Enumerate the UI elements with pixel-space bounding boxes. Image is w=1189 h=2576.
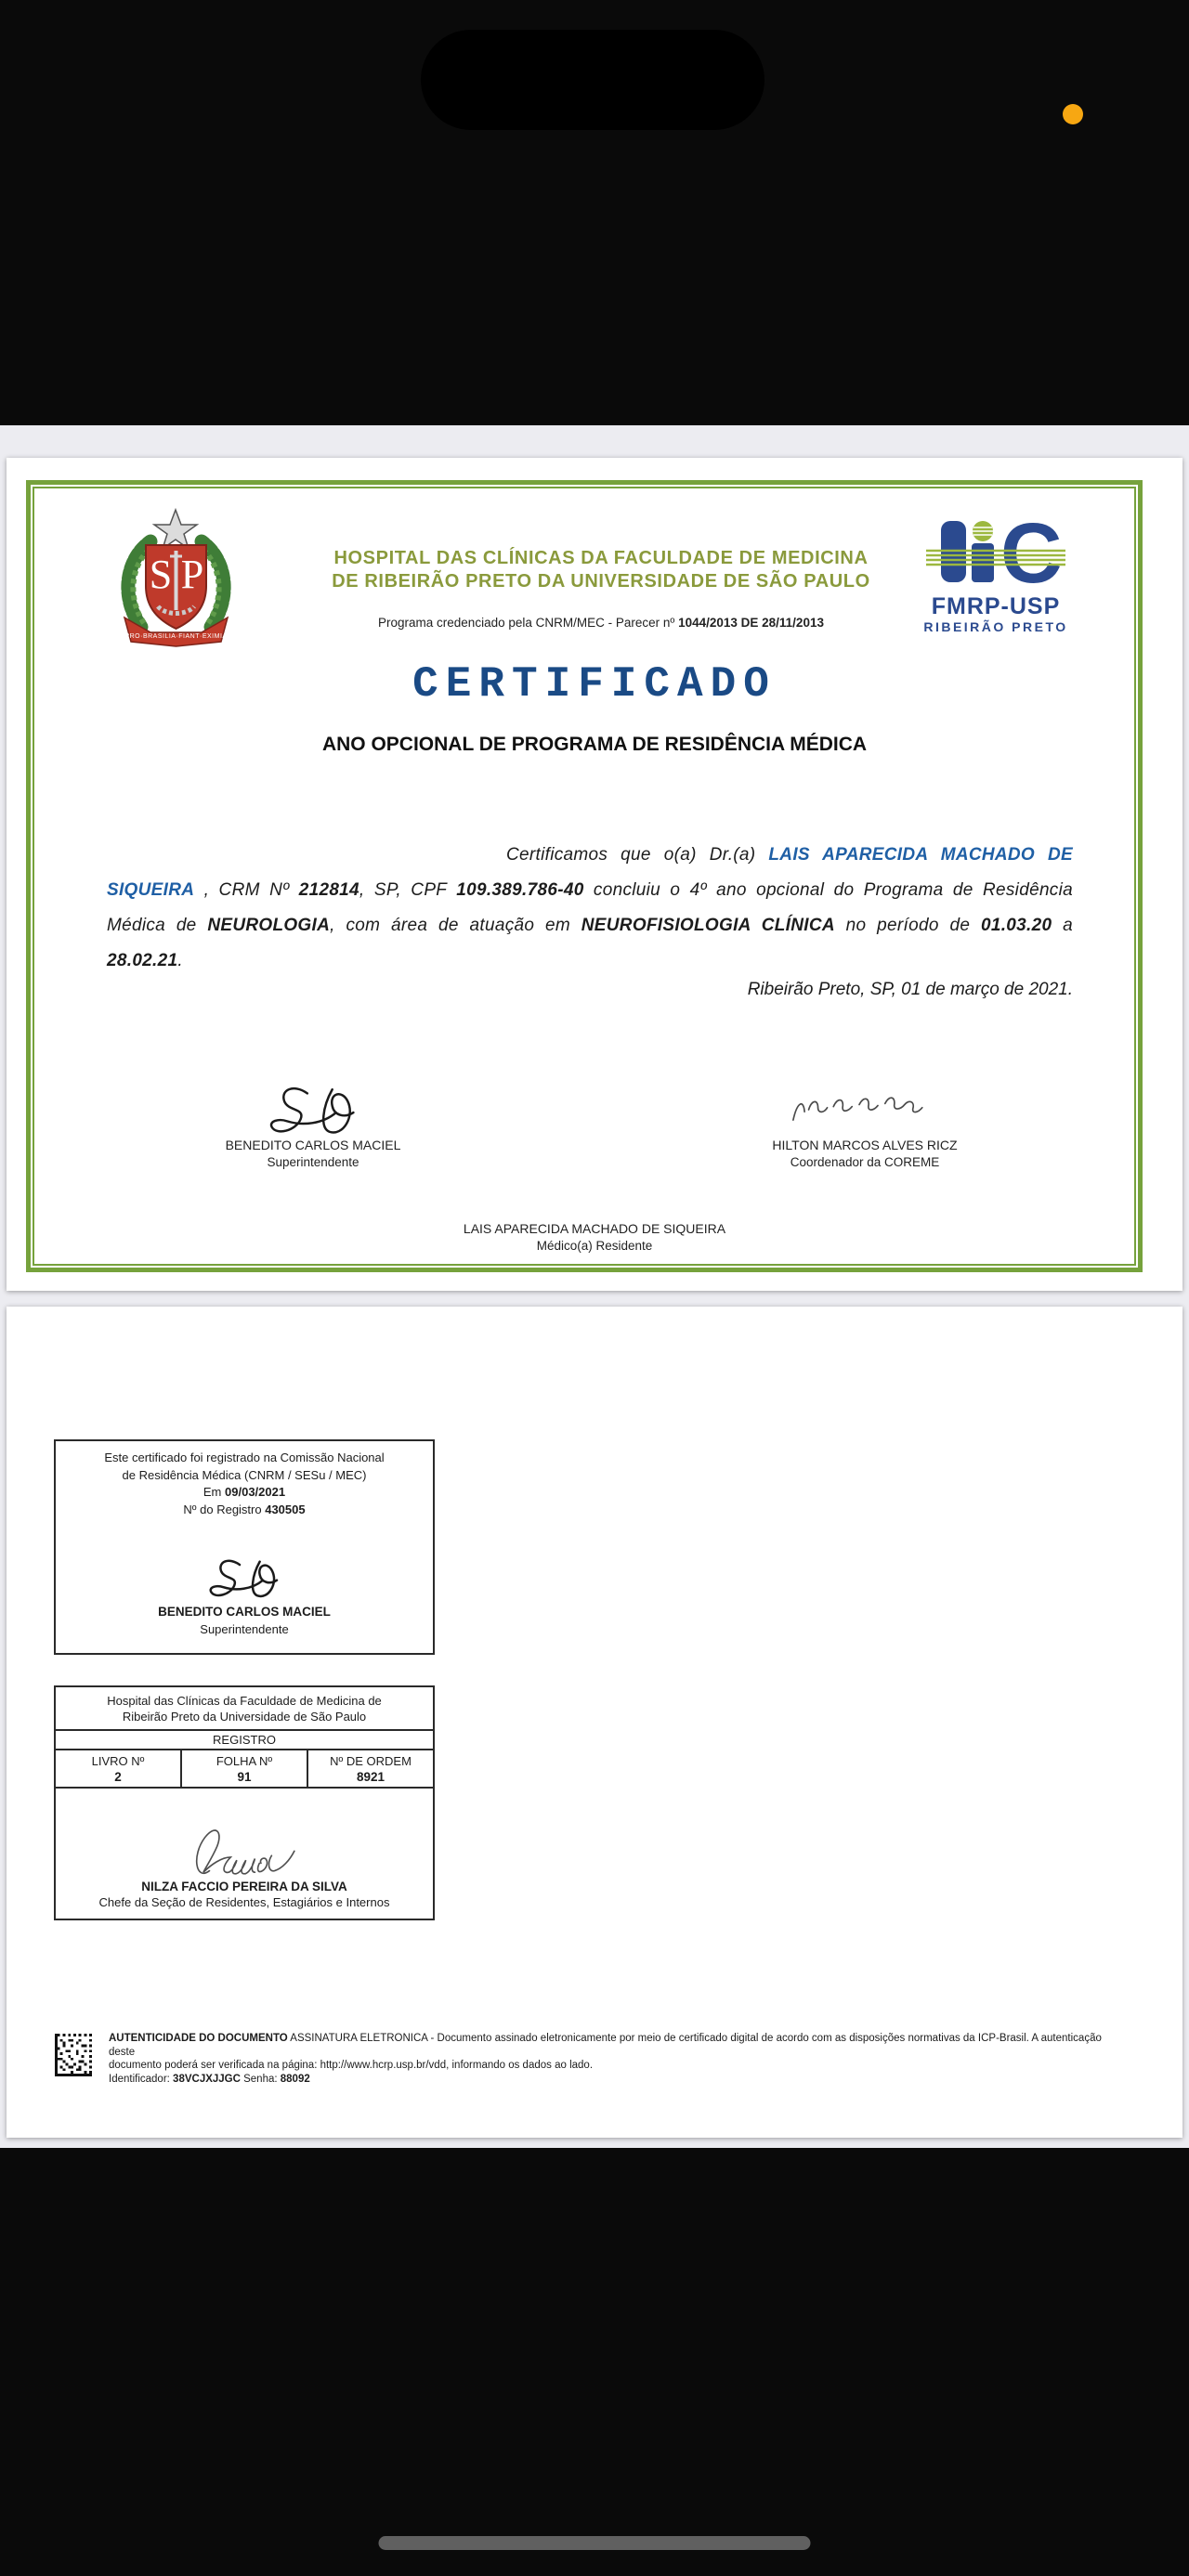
resident-name: LAIS APARECIDA MACHADO DE SIQUEIRA — [463, 1221, 726, 1236]
crm-number: 212814 — [298, 880, 359, 900]
document-identifier: 38VCJXJJGC — [173, 2073, 241, 2085]
period-start: 01.03.20 — [980, 916, 1052, 935]
signer-name: HILTON MARCOS ALVES RICZ — [772, 1138, 958, 1152]
cnrm-date-line: Em 09/03/2021 — [203, 1485, 286, 1499]
registry-table-title: Hospital das Clínicas da Faculdade de Medicina de Ribeirão Preto da Universidade de São Paulo — [56, 1687, 433, 1731]
specialty-name: NEUROFISIOLOGIA CLÍNICA — [581, 916, 835, 935]
registry-col-folha: FOLHA Nº 91 — [180, 1750, 307, 1787]
issue-date-line: Ribeirão Preto, SP, 01 de março de 2021. — [747, 980, 1073, 999]
period-connector: a — [1052, 916, 1073, 935]
authenticity-line1: AUTENTICIDADE DO DOCUMENTO ASSINATURA ELETRONICA - Documento assinado eletronicamente por meio de certificado digital de acordo com as disposições normativas da ICP-Brasil. A autenticação deste — [109, 2033, 1102, 2058]
hc-logo-icon — [926, 517, 1065, 588]
body-after-cpf: concluiu o 4º ano opcional do Programa de Residência Médica de — [107, 880, 1073, 935]
registry-signer-name: NILZA FACCIO PEREIRA DA SILVA — [141, 1880, 347, 1893]
coat-motto: PRO·BRASILIA·FIANT·EXIMIA — [124, 633, 228, 640]
ordem-value: 8921 — [356, 1770, 385, 1784]
hospital-header — [267, 547, 935, 593]
signature-superintendent — [243, 1082, 383, 1139]
cnrm-line1: Este certificado foi registrado na Comissão Nacional — [104, 1451, 385, 1464]
certificate-page — [7, 458, 1182, 1291]
folha-value: 91 — [237, 1770, 252, 1784]
cnrm-signer-name: BENEDITO CARLOS MACIEL — [158, 1605, 331, 1619]
svg-text:C: C — [1000, 517, 1063, 588]
accreditation-number: 1044/2013 DE 28/11/2013 — [678, 616, 824, 630]
logo-acronym: FMRP-USP — [931, 593, 1061, 619]
body-after-name: , CRM Nº — [194, 880, 299, 900]
signature-block-superintendent — [220, 1136, 406, 1171]
registration-page — [7, 1307, 1182, 2138]
registry-signature-area — [56, 1789, 433, 1919]
hospital-header-line2: DE RIBEIRÃO PRETO DA UNIVERSIDADE DE SÃO PAULO — [332, 571, 870, 592]
signature-superintendent-2 — [193, 1555, 295, 1602]
home-indicator[interactable] — [379, 2536, 811, 2550]
signature-section-chief — [170, 1824, 319, 1881]
certificate-subtitle: ANO OPCIONAL DE PROGRAMA DE RESIDÊNCIA MÉDICA — [321, 734, 868, 755]
certificate-title: CERTIFICADO — [412, 660, 777, 709]
resident-role: Médico(a) Residente — [536, 1239, 653, 1253]
cpf-number: 109.389.786-40 — [456, 880, 584, 900]
period-suffix: . — [177, 951, 183, 970]
registry-label: REGISTRO — [56, 1731, 433, 1750]
cnrm-registration-box — [54, 1439, 435, 1655]
authenticity-line2: documento poderá ser verificada na página: http://www.hcrp.usp.br/vdd, informando os dados ao lado. — [109, 2060, 594, 2071]
document-password: 88092 — [280, 2073, 310, 2085]
sao-paulo-coat-of-arms-icon — [113, 506, 239, 657]
authenticity-line3: Identificador: 38VCJXJJGC Senha: 88092 — [109, 2073, 310, 2085]
authenticity-text — [109, 2032, 1126, 2086]
accreditation-prefix: Programa credenciado pela CNRM/MEC - Parecer nº — [378, 616, 679, 630]
cnrm-signer-role: Superintendente — [200, 1621, 289, 1636]
signer-role: Superintendente — [267, 1155, 359, 1169]
datamatrix-code-icon — [55, 2034, 92, 2076]
registry-columns — [56, 1750, 433, 1789]
logo-city: RIBEIRÃO PRETO — [923, 619, 1068, 634]
period-end: 28.02.21 — [107, 951, 178, 970]
signature-coreme-coordinator — [785, 1091, 934, 1128]
signer-name: BENEDITO CARLOS MACIEL — [225, 1138, 401, 1152]
registry-signer-role: Chefe da Seção de Residentes, Estagiários e Internos — [98, 1895, 390, 1909]
doctor-name: LAIS APARECIDA MACHADO DE SIQUEIRA — [107, 845, 1073, 900]
body-after-specialty: no período de — [834, 916, 981, 935]
program-name: NEUROLOGIA — [207, 916, 331, 935]
body-intro: Certificamos que o(a) Dr.(a) — [506, 845, 769, 865]
body-after-crm: , SP, CPF — [359, 880, 457, 900]
cnrm-registry-number: 430505 — [265, 1502, 306, 1516]
accreditation-line — [267, 616, 935, 630]
registry-col-livro: LIVRO Nº 2 — [56, 1750, 180, 1787]
body-after-program: , com área de atuação em — [330, 916, 581, 935]
fmrp-usp-logo — [917, 517, 1075, 635]
hospital-header-line1: HOSPITAL DAS CLÍNICAS DA FACULDADE DE MEDICINA — [333, 548, 869, 568]
microphone-indicator-icon — [1063, 104, 1083, 124]
hospital-registry-table — [54, 1685, 435, 1920]
signature-block-coordinator — [772, 1136, 958, 1171]
livro-value: 2 — [114, 1770, 122, 1784]
dynamic-island[interactable] — [421, 30, 764, 130]
resident-block — [409, 1219, 780, 1255]
cnrm-line2: de Residência Médica (CNRM / SESu / MEC) — [122, 1467, 367, 1482]
shield-letter-p: P — [180, 552, 204, 597]
cnrm-registry-line: Nº do Registro 430505 — [183, 1502, 306, 1516]
document-viewer[interactable] — [0, 425, 1189, 2148]
signer-role: Coordenador da COREME — [790, 1155, 940, 1169]
cnrm-date: 09/03/2021 — [225, 1485, 286, 1499]
shield-letter-s: S — [149, 552, 173, 597]
registry-col-ordem: Nº DE ORDEM 8921 — [307, 1750, 433, 1787]
certificate-body — [107, 838, 1073, 979]
